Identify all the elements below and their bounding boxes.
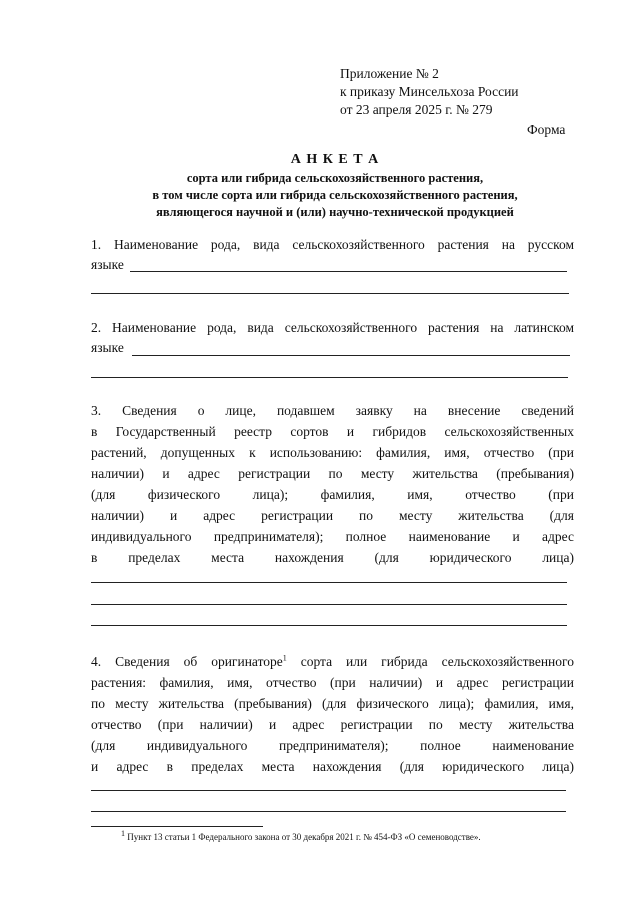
document-subtitle-3: являющегося научной и (или) научно-технической продукцией [156,205,514,219]
form-label: Форма [527,122,566,137]
section3-line-5: (для физического лица); фамилия, имя, отчество (при [91,487,574,502]
section4-line1-end: сорта или гибрида сельскохозяйственного [286,654,574,669]
document-subtitle-2: в том числе сорта или гибрида сельскохозяйственного растения, [152,188,518,202]
section2-fill-line-2 [91,377,568,378]
section3-fill-line-2 [91,604,567,605]
footnote-reference-mark: 1 [282,653,287,663]
document-subtitle-1: сорта или гибрида сельскохозяйственного растения, [186,171,484,185]
section3-line-7: индивидуального предпринимателя); полное наименование и адрес [91,529,574,544]
section3-line-6: наличии) и адрес регистрации по месту жительства (для [91,508,574,523]
appendix-order-date: от 23 апреля 2025 г. № 279 [340,102,493,117]
section1-text-line2: языке [91,257,124,272]
section4-line-5: (для индивидуального предпринимателя); полное наименование [91,738,574,753]
section4-fill-line-2 [91,811,566,812]
footnote-text: Пункт 13 статьи 1 Федерального закона от 30 декабря 2021 г. № 454-ФЗ «О семеноводстве». [125,832,481,842]
section4-line-4: отчество (при наличии) и адрес регистрации по месту жительства [91,717,574,732]
appendix-order-ref: к приказу Минсельхоза России [340,84,519,99]
section3-fill-line-3 [91,625,567,626]
section1-fill-line-1 [130,271,567,272]
section3-line-8: в пределах места нахождения (для юридического лица) [91,550,574,565]
section2-fill-line-1 [132,355,570,356]
section4-fill-line-1 [91,790,566,791]
section2-text-line2: языке [91,340,124,355]
footnote [121,829,481,843]
section3-line-2: в Государственный реестр сортов и гибридов сельскохозяйственных [91,424,574,439]
section4-line-3: по месту жительства (пребывания) (для физического лица); фамилия, имя, [91,696,574,711]
footnote-separator [91,826,263,827]
section4-line-6: и адрес в пределах места нахождения (для юридического лица) [91,759,574,774]
section3-line-4: наличии) и адрес регистрации по месту жительства (пребывания) [91,466,574,481]
appendix-number: Приложение № 2 [340,66,439,81]
section4-line-2: растения: фамилия, имя, отчество (при наличии) и адрес регистрации [91,675,574,690]
section1-text-line1: 1. Наименование рода, вида сельскохозяйственного растения на русском [91,237,574,252]
section3-fill-line-1 [91,582,567,583]
section1-fill-line-2 [91,293,569,294]
document-title: А Н К Е Т А [290,152,380,167]
section3-line-3: растений, допущенных к использованию: фамилия, имя, отчество (при [91,445,574,460]
section3-line-1: 3. Сведения о лице, подавшем заявку на внесение сведений [91,403,574,418]
footnote-mark: 1 [121,829,125,838]
section4-line1-start: 4. Сведения об оригинаторе [91,654,283,669]
section2-text-line1: 2. Наименование рода, вида сельскохозяйственного растения на латинском [91,320,574,335]
section4-line-1 [91,654,574,670]
